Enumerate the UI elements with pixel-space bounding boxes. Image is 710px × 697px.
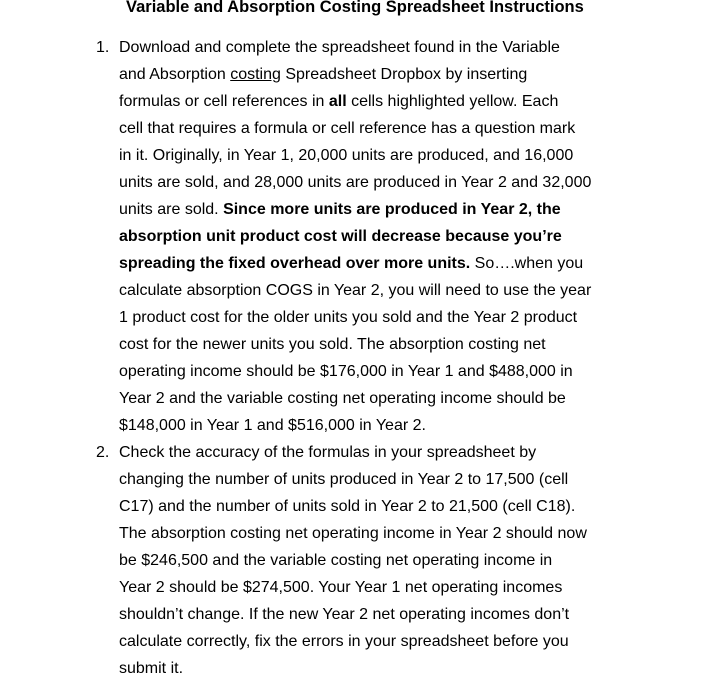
text-segment: and Absorption — [119, 66, 231, 83]
text-segment: operating income should be $176,000 in Year 1 and $488,000 in — [119, 363, 573, 380]
text-line — [119, 61, 710, 88]
bold-text: Since more units are produced in Year 2, the — [223, 201, 561, 218]
instruction-number: 2. — [96, 444, 110, 461]
text-segment: formulas or cell references in — [119, 93, 329, 110]
text-segment: cells highlighted yellow. Each — [346, 93, 559, 110]
text-line — [119, 115, 710, 142]
bold-text: all — [328, 93, 347, 110]
text-segment: So….when you — [470, 255, 584, 272]
text-segment: The absorption costing net operating income in Year 2 should now — [119, 525, 587, 542]
text-line — [119, 142, 710, 169]
text-segment: cost for the newer units you sold. The absorption costing net — [119, 336, 546, 353]
text-line — [119, 520, 710, 547]
text-line — [119, 277, 710, 304]
text-line — [119, 34, 710, 61]
text-line — [119, 574, 710, 601]
text-line — [119, 88, 710, 115]
instruction-text — [119, 34, 710, 439]
text-line — [119, 304, 710, 331]
document-title: Variable and Absorption Costing Spreadsheet Instructions — [126, 0, 584, 16]
text-segment: Year 2 and the variable costing net operating income should be — [119, 390, 566, 407]
instruction-number: 1. — [96, 39, 110, 56]
text-line — [119, 547, 710, 574]
text-segment: units are sold, and 28,000 units are produced in Year 2 and 32,000 — [119, 174, 592, 191]
text-line — [119, 466, 710, 493]
text-line — [119, 169, 710, 196]
text-line — [119, 250, 710, 277]
text-segment: submit it. — [119, 660, 184, 677]
text-segment: cell that requires a formula or cell reference has a question mark — [119, 120, 576, 137]
text-segment: calculate absorption COGS in Year 2, you will need to use the year — [119, 282, 592, 299]
text-segment: Spreadsheet Dropbox by inserting — [280, 66, 528, 83]
text-segment: changing the number of units produced in Year 2 to 17,500 (cell — [119, 471, 569, 488]
text-line — [119, 439, 710, 466]
text-segment: shouldn’t change. If the new Year 2 net operating incomes don’t — [119, 606, 570, 623]
text-line — [119, 601, 710, 628]
text-line — [119, 196, 710, 223]
text-line — [119, 493, 710, 520]
instruction-item — [0, 34, 710, 439]
instruction-text — [119, 439, 710, 682]
bold-text: absorption unit product cost will decrease because you’re — [119, 228, 562, 245]
text-segment: in it. Originally, in Year 1, 20,000 units are produced, and 16,000 — [119, 147, 574, 164]
bold-text: spreading the fixed overhead over more units. — [119, 255, 471, 272]
text-segment: 1 product cost for the older units you sold and the Year 2 product — [119, 309, 578, 326]
underlined-text: costing — [230, 66, 281, 83]
text-segment: units are sold. — [119, 201, 224, 218]
text-segment: C17) and the number of units sold in Year 2 to 21,500 (cell C18). — [119, 498, 576, 515]
text-segment: $148,000 in Year 1 and $516,000 in Year 2. — [119, 417, 426, 434]
text-segment: calculate correctly, fix the errors in your spreadsheet before you — [119, 633, 569, 650]
text-line — [119, 412, 710, 439]
text-segment: Year 2 should be $274,500. Your Year 1 net operating incomes — [119, 579, 563, 596]
text-line — [119, 655, 710, 682]
text-line — [119, 331, 710, 358]
text-line — [119, 385, 710, 412]
text-line — [119, 628, 710, 655]
instruction-list — [0, 34, 710, 682]
text-line — [119, 358, 710, 385]
text-segment: Check the accuracy of the formulas in your spreadsheet by — [119, 444, 537, 461]
text-segment: be $246,500 and the variable costing net operating income in — [119, 552, 553, 569]
text-line — [119, 223, 710, 250]
text-segment: Download and complete the spreadsheet found in the Variable — [119, 39, 560, 56]
instruction-item — [0, 439, 710, 682]
